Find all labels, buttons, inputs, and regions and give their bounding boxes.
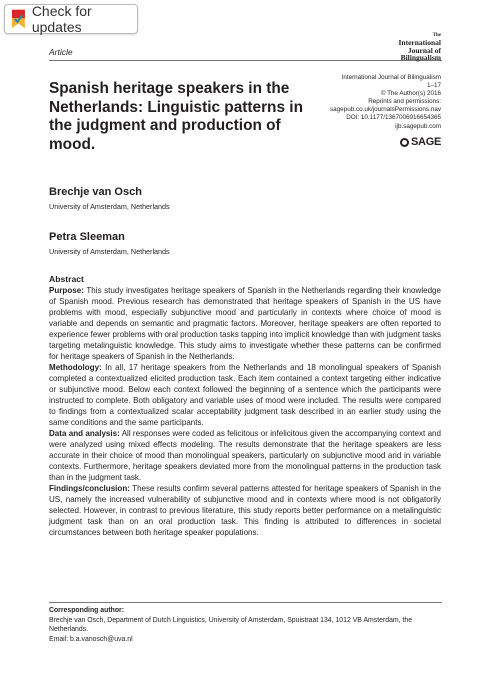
reprints-label: Reprints and permissions: <box>368 98 441 106</box>
journal-logo-line: International <box>398 38 441 47</box>
section-text: All responses were coded as felicitous or infelicitous given the accompanying context and were analyzed using mixed effects modeling. The results demonstrate that the heritage speakers are less accurate in their choice of mood than monolingual speakers, particularly on subjunctive mood and in variable contexts. Furthermore, heritage speakers deviated more from the monolingual patterns in the production task than in the judgment task. <box>49 429 442 482</box>
sage-logo <box>400 136 441 148</box>
author-name: Brechje van Osch <box>49 186 142 198</box>
section-label: Methodology: <box>49 363 102 372</box>
abstract-section-data-analysis <box>49 428 441 483</box>
doi[interactable]: DOI: 10.1177/1367006916654365 <box>346 114 441 122</box>
abstract-body <box>49 285 441 538</box>
page-range: 1–17 <box>426 82 441 90</box>
abstract-heading: Abstract <box>49 274 84 284</box>
abstract-section-findings <box>49 483 441 538</box>
permissions-link[interactable]: sagepub.co.uk/journalsPermissions.nav <box>330 106 441 114</box>
article-type-label: Article <box>49 47 73 57</box>
corresponding-author-heading: Corresponding author: <box>49 607 125 614</box>
corresponding-author-block <box>49 606 442 644</box>
check-for-updates-button[interactable] <box>4 4 138 34</box>
journal-logo <box>398 33 441 62</box>
check-for-updates-label: Check for updates <box>31 3 92 35</box>
sage-logo-text: SAGE <box>411 136 441 148</box>
header-rule <box>49 60 442 61</box>
author-name: Petra Sleeman <box>49 231 125 243</box>
journal-metadata <box>330 74 441 131</box>
copyright: © The Author(s) 2016 <box>380 90 441 98</box>
sage-ring-icon <box>400 138 409 147</box>
journal-logo-the: The <box>432 33 441 38</box>
section-text: This study investigates heritage speakers of Spanish in the Netherlands regarding their knowledge of Spanish mood. Previous research has demonstrated that heritage speakers of Spanish in the US have problems with mood, especially subjunctive mood and particularly in contexts where choice of mood is variable and depends on semantic and pragmatic factors. Moreover, heritage speakers are often reported to experience fewer problems with oral production tasks tapping into implicit knowledge than with judgment tasks targeting metalinguistic knowledge. This study aims to investigate whether these patterns can be confirmed for heritage speakers of Spanish in the Netherlands. <box>49 286 442 361</box>
article-title: Spanish heritage speakers in the Netherlands: Linguistic patterns in the judgment and production of mood. <box>49 80 303 153</box>
journal-url[interactable]: ijb.sagepub.com <box>395 122 441 130</box>
corresponding-author-address: Brechje van Osch, Department of Dutch Linguistics, University of Amsterdam, Spuistraat 134, 1012 VB Amsterdam, the Netherlands. <box>49 616 413 634</box>
abstract-section-methodology <box>49 362 441 428</box>
section-text: These results confirm several patterns attested for heritage speakers of Spanish in the US, namely the increased vulnerability of subjunctive mood and in contexts where mood is not obligatorily selected. However, in contrast to previous literature, this study reports better performance on a metalinguistic judgment task than on an oral production task. This finding is attributed to differences in societal circumstances between both heritage speaker populations. <box>49 484 441 537</box>
section-label: Data and analysis: <box>49 429 120 438</box>
check-bookmark-icon <box>11 8 26 30</box>
section-label: Purpose: <box>49 286 84 295</box>
journal-logo-line: Bilingualism <box>400 53 441 62</box>
author-affiliation: University of Amsterdam, Netherlands <box>49 202 170 211</box>
corresponding-author-email[interactable]: Email: b.a.vanosch@uva.nl <box>49 635 133 643</box>
journal-logo-line: Journal of <box>407 45 441 55</box>
footer-rule <box>49 602 442 603</box>
journal-name: International Journal of Bilingualism <box>341 74 441 81</box>
section-label: Findings/conclusion: <box>49 484 130 493</box>
author-affiliation: University of Amsterdam, Netherlands <box>49 247 170 256</box>
section-text: In all, 17 heritage speakers from the Netherlands and 18 monolingual speakers of Spanish completed a contextualized elicited production task. Each item contained a context targeting either indicative or subjunctive mood. Below each context followed the beginning of a sentence which the participants were instructed to complete. Both obligatory and variable uses of mood were included. The results were compared to findings from a contextualized scalar acceptability judgment task described in an earlier study using the same conditions and the same participants. <box>49 363 441 427</box>
abstract-section-purpose <box>49 285 441 362</box>
